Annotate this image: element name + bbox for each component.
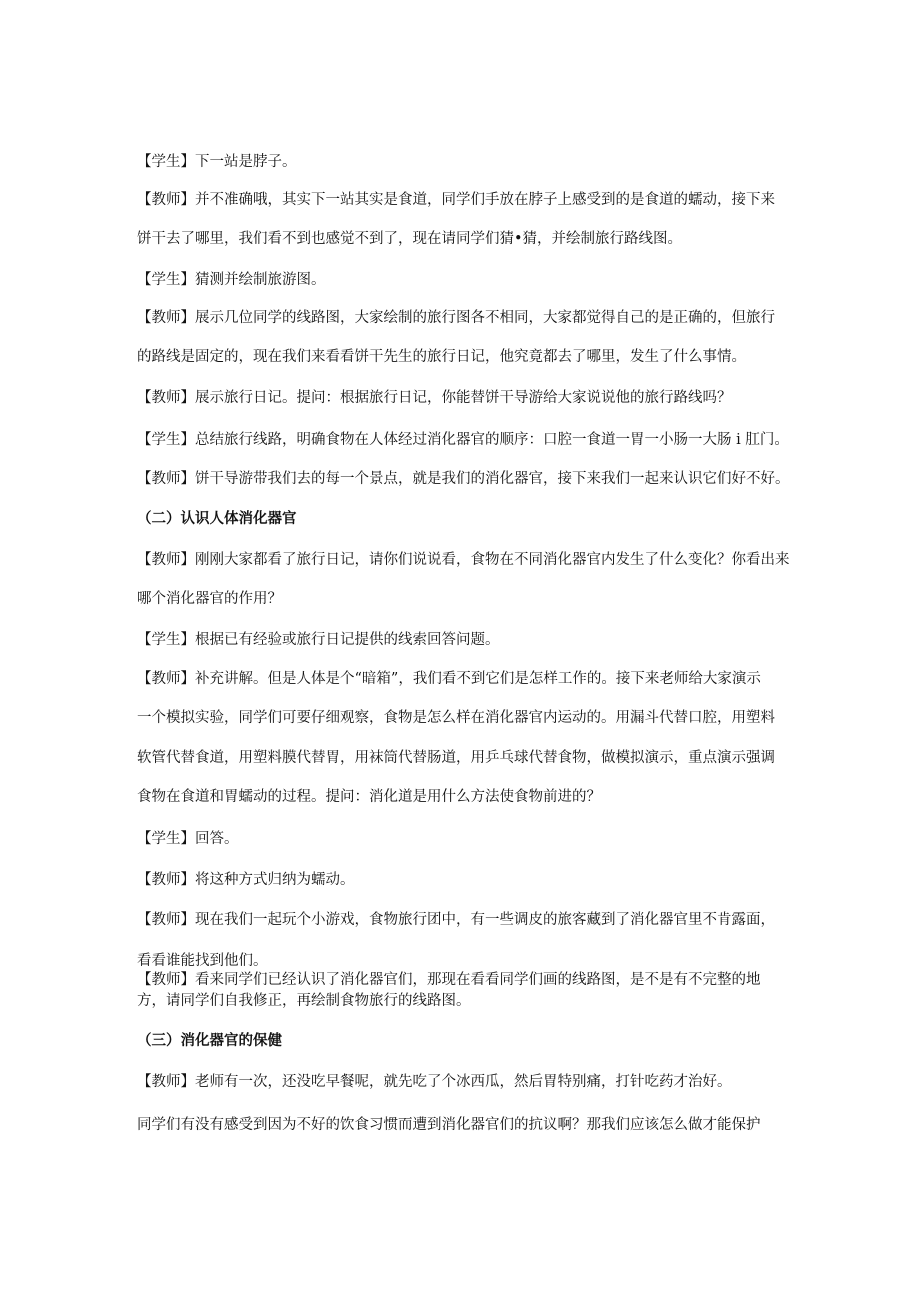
text-line: 【教师】老师有一次，还没吃早餐呢，就先吃了个冰西瓜，然后胃特别痛，打针吃药才治好。 xyxy=(137,1074,732,1090)
text-line: 【教师】饼干导游带我们去的每一个景点，就是我们的消化器官，接下来我们一起来认识它们好不好。 xyxy=(137,471,790,487)
text-line: 方，请同学们自我修正，再绘制食物旅行的线路图。 xyxy=(137,993,471,1009)
text-line: 【教师】补充讲解。但是人体是个“暗箱”，我们看不到它们是怎样工作的。接下来老师给大家演示 xyxy=(137,671,761,687)
text-line: 【教师】将这种方式归纳为蠕动。 xyxy=(137,872,355,888)
text-line: 【学生】总结旅行线路，明确食物在人体经过消化器官的顺序：口腔一食道一胃一小肠一大肠 i 肛门。 xyxy=(137,432,789,448)
section-heading: （三）消化器官的保健 xyxy=(137,1033,282,1049)
text-line: 【教师】刚刚大家都看了旅行日记，请你们说说看，食物在不同消化器官内发生了什么变化？你看出来 xyxy=(137,552,790,568)
text-line: 食物在食道和胃蠕动的过程。提问：消化道是用什么方法使食物前进的？ xyxy=(137,789,601,805)
text-line: 【教师】现在我们一起玩个小游戏，食物旅行团中，有一些调皮的旅客藏到了消化器官里不肯露面， xyxy=(137,912,775,928)
text-line: 看看谁能找到他们。 xyxy=(137,953,268,969)
text-line: 的路线是固定的，现在我们来看看饼干先生的旅行日记，他究竟都去了哪里，发生了什么事情。 xyxy=(137,349,746,365)
text-line: 饼干去了哪里，我们看不到也感觉不到了，现在请同学们猜•猜，并绘制旅行路线图。 xyxy=(137,231,683,247)
section-heading: （二）认识人体消化器官 xyxy=(137,511,297,527)
text-line: 【教师】并不准确哦，其实下一站其实是食道，同学们手放在脖子上感受到的是食道的蠕动，接下来 xyxy=(137,192,775,208)
text-line: 软管代替食道，用塑料膜代替胃，用袜筒代替肠道，用乒乓球代替食物，做模拟演示，重点演示强调 xyxy=(137,750,775,766)
text-line: 【教师】看来同学们已经认识了消化器官们，那现在看看同学们画的线路图，是不是有不完整的地 xyxy=(137,972,761,988)
text-line: 【学生】猜测并绘制旅游图。 xyxy=(137,272,326,288)
text-line: 一个模拟实验，同学们可要仔细观察，食物是怎么样在消化器官内运动的。用漏斗代替口腔，用塑料 xyxy=(137,710,775,726)
text-line: 【教师】展示几位同学的线路图，大家绘制的旅行图各不相同，大家都觉得自己的是正确的，但旅行 xyxy=(137,310,775,326)
text-line: 【学生】下一站是脖子。 xyxy=(137,154,297,170)
text-line: 哪个消化器官的作用？ xyxy=(137,591,282,607)
text-line: 【教师】展示旅行日记。提问：根据旅行日记，你能替饼干导游给大家说说他的旅行路线吗？ xyxy=(137,390,732,406)
text-line: 【学生】回答。 xyxy=(137,831,239,847)
text-line: 同学们有没有感受到因为不好的饮食习惯而遭到消化器官们的抗议啊？那我们应该怎么做才能保护 xyxy=(137,1117,761,1133)
text-line: 【学生】根据已有经验或旅行日记提供的线索回答问题。 xyxy=(137,632,500,648)
